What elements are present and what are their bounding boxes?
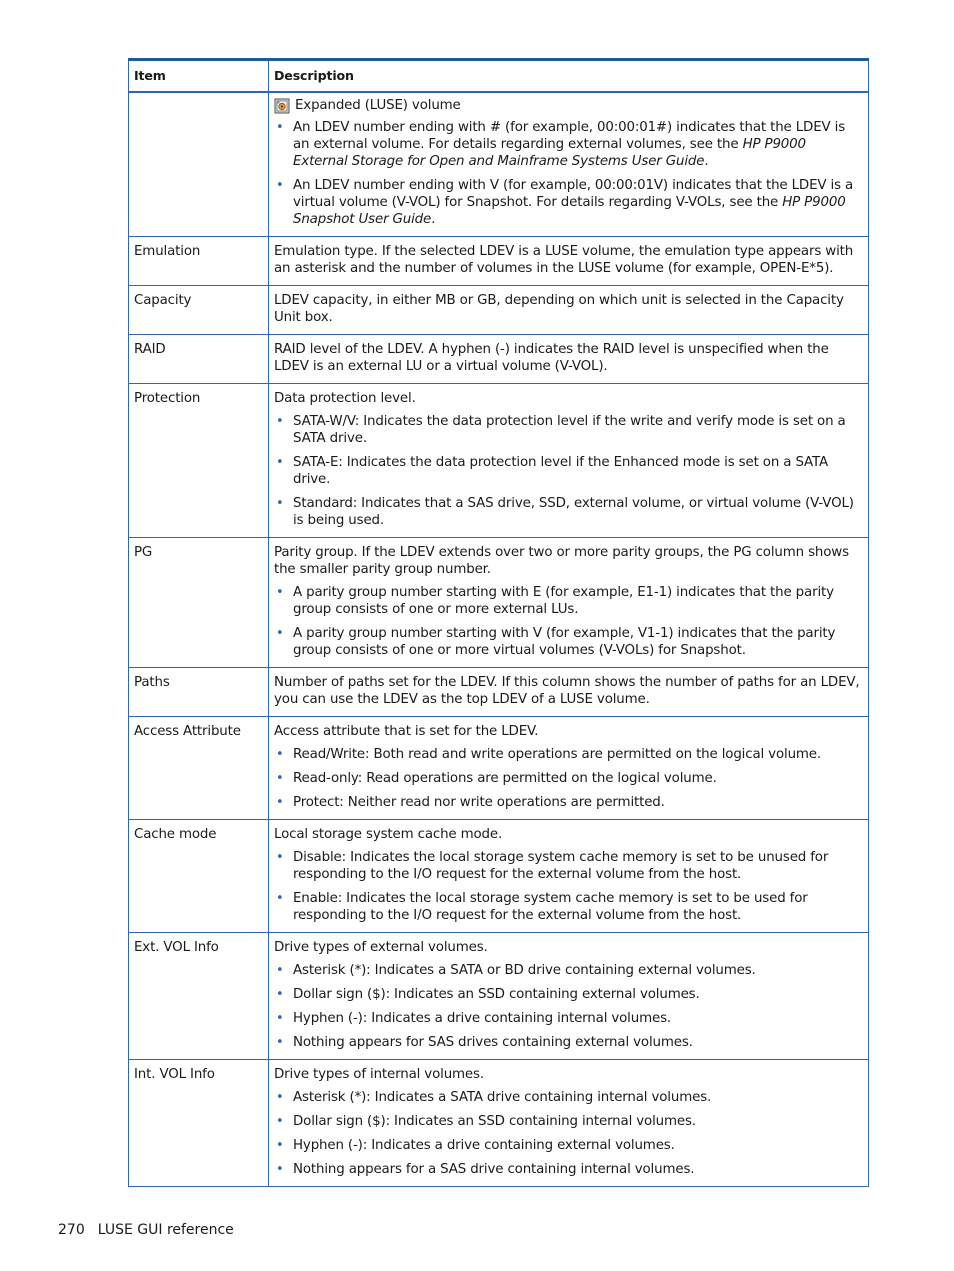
bullet-item: [274, 1113, 862, 1130]
bullet-text: Enable: Indicates the local storage system cache memory is set to be used for responding to the I/O request for the external volume from the host.: [293, 891, 808, 923]
bullet-icon: •: [276, 795, 284, 810]
table-body: [129, 92, 869, 1187]
page-number: 270: [58, 1222, 85, 1238]
bullet-text: Dollar sign ($): Indicates an SSD containing internal volumes.: [293, 1114, 696, 1129]
table-row: [129, 335, 869, 384]
page-footer: [58, 1222, 234, 1238]
bullet-icon: •: [276, 747, 284, 762]
bullet-text: Hyphen (-): Indicates a drive containing external volumes.: [293, 1138, 675, 1153]
description-intro: Local storage system cache mode.: [274, 827, 503, 842]
description-cell: [269, 237, 869, 286]
bullet-text-end: .: [704, 154, 709, 169]
bullet-text-end: .: [431, 212, 436, 227]
item-cell: [129, 92, 269, 237]
item-cell: Emulation: [129, 237, 269, 286]
bullet-text: Nothing appears for a SAS drive containing internal volumes.: [293, 1162, 695, 1177]
bullet-text: Dollar sign ($): Indicates an SSD containing external volumes.: [293, 987, 700, 1002]
bullet-icon: •: [276, 1035, 284, 1050]
bullet-item: [274, 962, 862, 979]
table-row: [129, 286, 869, 335]
bullet-text: Asterisk (*): Indicates a SATA or BD drive containing external volumes.: [293, 963, 756, 978]
bullet-icon: •: [276, 891, 284, 906]
bullet-item: [274, 495, 862, 529]
description-cell: [269, 820, 869, 933]
bullet-text: SATA-W/V: Indicates the data protection level if the write and verify mode is set on a SATA drive.: [293, 414, 846, 446]
legend-line: [274, 97, 862, 114]
bullet-item: [274, 1161, 862, 1178]
bullet-list: [274, 119, 862, 228]
bullet-text: Hyphen (-): Indicates a drive containing internal volumes.: [293, 1011, 672, 1026]
bullet-text: Protect: Neither read nor write operations are permitted.: [293, 795, 665, 810]
description-intro: LDEV capacity, in either MB or GB, depending on which unit is selected in the Capacity Unit box.: [274, 293, 844, 325]
bullet-list: [274, 1089, 862, 1178]
bullet-list: [274, 413, 862, 529]
description-cell: [269, 933, 869, 1060]
bullet-icon: •: [276, 771, 284, 786]
bullet-item: [274, 1010, 862, 1027]
bullet-item: [274, 177, 862, 228]
document-title-reference: HP P9000 External Storage for Open and Mainframe Systems User Guide: [293, 137, 806, 169]
bullet-icon: •: [276, 1114, 284, 1129]
bullet-list: [274, 746, 862, 811]
bullet-item: [274, 770, 862, 787]
bullet-icon: •: [276, 626, 284, 641]
bullet-item: [274, 1034, 862, 1051]
table-row: [129, 92, 869, 237]
legend-text: Expanded (LUSE) volume: [295, 98, 461, 113]
description-cell: [269, 92, 869, 237]
bullet-item: [274, 849, 862, 883]
bullet-item: [274, 584, 862, 618]
item-cell: Access Attribute: [129, 717, 269, 820]
bullet-icon: •: [276, 850, 284, 865]
bullet-list: [274, 584, 862, 659]
item-cell: Ext. VOL Info: [129, 933, 269, 1060]
column-header-description: Description: [269, 60, 869, 93]
description-cell: [269, 717, 869, 820]
bullet-text: A parity group number starting with V (for example, V1-1) indicates that the parity group consists of one or more virtual volumes (V-VOLs) for Snapshot.: [293, 626, 836, 658]
bullet-text: Asterisk (*): Indicates a SATA drive containing internal volumes.: [293, 1090, 712, 1105]
reference-table: [128, 58, 869, 1187]
table-header-row: [129, 60, 869, 93]
description-intro: Emulation type. If the selected LDEV is a LUSE volume, the emulation type appears with an asterisk and the number of volumes in the LUSE volume (for example, OPEN-E*5).: [274, 244, 854, 276]
bullet-item: [274, 890, 862, 924]
bullet-text: Read/Write: Both read and write operations are permitted on the logical volume.: [293, 747, 821, 762]
description-intro: Access attribute that is set for the LDEV.: [274, 724, 539, 739]
table-row: [129, 717, 869, 820]
bullet-icon: •: [276, 963, 284, 978]
table-row: [129, 538, 869, 668]
bullet-item: [274, 413, 862, 447]
table-row: [129, 933, 869, 1060]
bullet-item: [274, 625, 862, 659]
description-intro: Parity group. If the LDEV extends over two or more parity groups, the PG column shows the smaller parity group number.: [274, 545, 849, 577]
bullet-text: Read-only: Read operations are permitted on the logical volume.: [293, 771, 717, 786]
bullet-item: [274, 119, 862, 170]
description-intro: Drive types of internal volumes.: [274, 1067, 484, 1082]
bullet-icon: •: [276, 1162, 284, 1177]
bullet-text: Disable: Indicates the local storage system cache memory is set to be unused for responding to the I/O request for the external volume from the host.: [293, 850, 829, 882]
table-row: [129, 668, 869, 717]
item-cell: RAID: [129, 335, 269, 384]
table-row: [129, 820, 869, 933]
bullet-icon: •: [276, 455, 284, 470]
description-cell: [269, 384, 869, 538]
bullet-icon: •: [276, 178, 284, 193]
bullet-icon: •: [276, 496, 284, 511]
bullet-list: [274, 962, 862, 1051]
bullet-item: [274, 1089, 862, 1106]
bullet-item: [274, 1137, 862, 1154]
bullet-item: [274, 746, 862, 763]
bullet-item: [274, 986, 862, 1003]
item-cell: Protection: [129, 384, 269, 538]
bullet-icon: •: [276, 987, 284, 1002]
description-cell: [269, 1060, 869, 1187]
expanded-luse-volume-icon: [274, 98, 290, 114]
bullet-icon: •: [276, 120, 284, 135]
bullet-list: [274, 849, 862, 924]
item-cell: PG: [129, 538, 269, 668]
bullet-icon: •: [276, 585, 284, 600]
bullet-text: An LDEV number ending with # (for example, 00:00:01#) indicates that the LDEV is an external volume. For details regarding external volumes, see the: [293, 120, 846, 152]
description-cell: [269, 668, 869, 717]
bullet-icon: •: [276, 414, 284, 429]
item-cell: Cache mode: [129, 820, 269, 933]
item-cell: Capacity: [129, 286, 269, 335]
description-cell: [269, 286, 869, 335]
table-row: [129, 1060, 869, 1187]
description-intro: Data protection level.: [274, 391, 416, 406]
bullet-item: [274, 454, 862, 488]
table-row: [129, 384, 869, 538]
bullet-item: [274, 794, 862, 811]
item-cell: Paths: [129, 668, 269, 717]
bullet-icon: •: [276, 1090, 284, 1105]
bullet-text: SATA-E: Indicates the data protection level if the Enhanced mode is set on a SATA drive.: [293, 455, 829, 487]
bullet-text: A parity group number starting with E (for example, E1-1) indicates that the parity group consists of one or more external LUs.: [293, 585, 834, 617]
column-header-item: Item: [129, 60, 269, 93]
description-cell: [269, 335, 869, 384]
footer-section-title: LUSE GUI reference: [97, 1222, 234, 1238]
bullet-icon: •: [276, 1138, 284, 1153]
bullet-text: Nothing appears for SAS drives containing external volumes.: [293, 1035, 693, 1050]
bullet-text: Standard: Indicates that a SAS drive, SSD, external volume, or virtual volume (V-VOL) is being used.: [293, 496, 854, 528]
bullet-text: An LDEV number ending with V (for example, 00:00:01V) indicates that the LDEV is a virtual volume (V-VOL) for Snapshot. For details regarding V-VOLs, see the: [293, 178, 854, 210]
bullet-icon: •: [276, 1011, 284, 1026]
description-cell: [269, 538, 869, 668]
table-row: [129, 237, 869, 286]
document-title-reference: HP P9000 Snapshot User Guide: [293, 195, 846, 227]
item-cell: Int. VOL Info: [129, 1060, 269, 1187]
description-intro: RAID level of the LDEV. A hyphen (-) indicates the RAID level is unspecified when the LDEV is an external LU or a virtual volume (V-VOL).: [274, 342, 829, 374]
description-intro: Number of paths set for the LDEV. If this column shows the number of paths for an LDEV, you can use the LDEV as the top LDEV of a LUSE volume.: [274, 675, 860, 707]
description-intro: Drive types of external volumes.: [274, 940, 488, 955]
